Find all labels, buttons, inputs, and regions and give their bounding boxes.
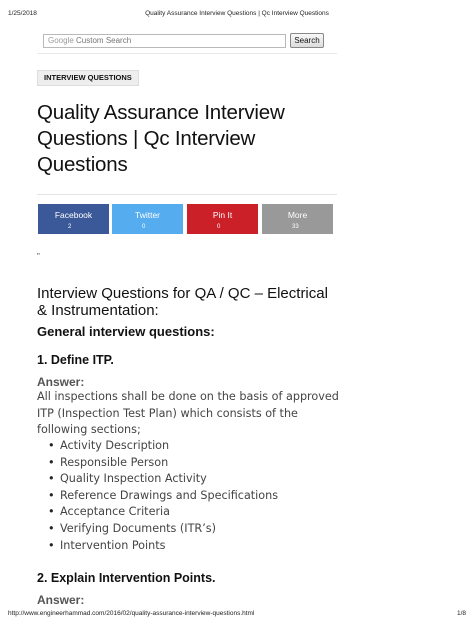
question-2-heading: 2. Explain Intervention Points. (37, 571, 216, 585)
facebook-share-count: 2 (68, 224, 72, 230)
list-item: • Quality Inspection Activity (48, 471, 278, 488)
list-item: • Activity Description (48, 438, 278, 455)
more-share-button[interactable] (262, 204, 333, 234)
pinterest-share-count: 0 (217, 224, 221, 230)
itp-sections-list (48, 438, 278, 554)
print-date: 1/25/2018 (8, 10, 37, 17)
list-item: • Intervention Points (48, 538, 278, 555)
more-share-label: More (287, 210, 308, 220)
answer-1-text: All inspections shall be done on the basis of approved ITP (Inspection Test Plan) which consists of the following sections; (37, 390, 339, 436)
list-item: • Verifying Documents (ITR’s) (48, 521, 278, 538)
search-input-wrapper[interactable] (43, 34, 286, 48)
stray-mark: " (37, 252, 40, 261)
google-label: Google (48, 36, 74, 45)
twitter-share-label: Twitter (134, 210, 161, 220)
list-item: • Reference Drawings and Specifications (48, 488, 278, 505)
facebook-share-button[interactable] (38, 204, 109, 234)
search-bar (37, 28, 337, 54)
question-1-heading: 1. Define ITP. (37, 353, 114, 367)
more-share-count: 33 (292, 224, 299, 230)
page-title: Quality Assurance Interview Questions | Qc Interview Questions (37, 101, 285, 176)
print-header (8, 10, 466, 20)
article-subheading: General interview questions: (37, 324, 215, 339)
list-item: • Responsible Person (48, 455, 278, 472)
page-content (37, 28, 339, 607)
print-url: http://www.engineerhammad.com/2016/02/quality-assurance-interview-questions.html (8, 610, 255, 617)
twitter-share-button[interactable] (112, 204, 183, 234)
pinterest-share-button[interactable] (187, 204, 258, 234)
search-input[interactable] (76, 36, 256, 45)
print-document-title: Quality Assurance Interview Questions | Qc Interview Questions (145, 10, 329, 17)
answer-1-label: Answer: (37, 375, 85, 389)
list-item: • Acceptance Criteria (48, 504, 278, 521)
print-footer (8, 610, 466, 620)
print-page-number: 1/8 (456, 610, 466, 617)
search-button[interactable]: Search (290, 33, 324, 48)
category-tag[interactable]: INTERVIEW QUESTIONS (37, 70, 139, 86)
title-divider (37, 194, 337, 195)
article-heading: Interview Questions for QA / QC – Electrical & Instrumentation: (37, 285, 328, 319)
pinterest-share-label: Pin It (212, 210, 233, 220)
facebook-share-label: Facebook (54, 210, 93, 220)
twitter-share-count: 0 (142, 224, 146, 230)
share-buttons (38, 204, 336, 234)
answer-2-label: Answer: (37, 593, 85, 607)
